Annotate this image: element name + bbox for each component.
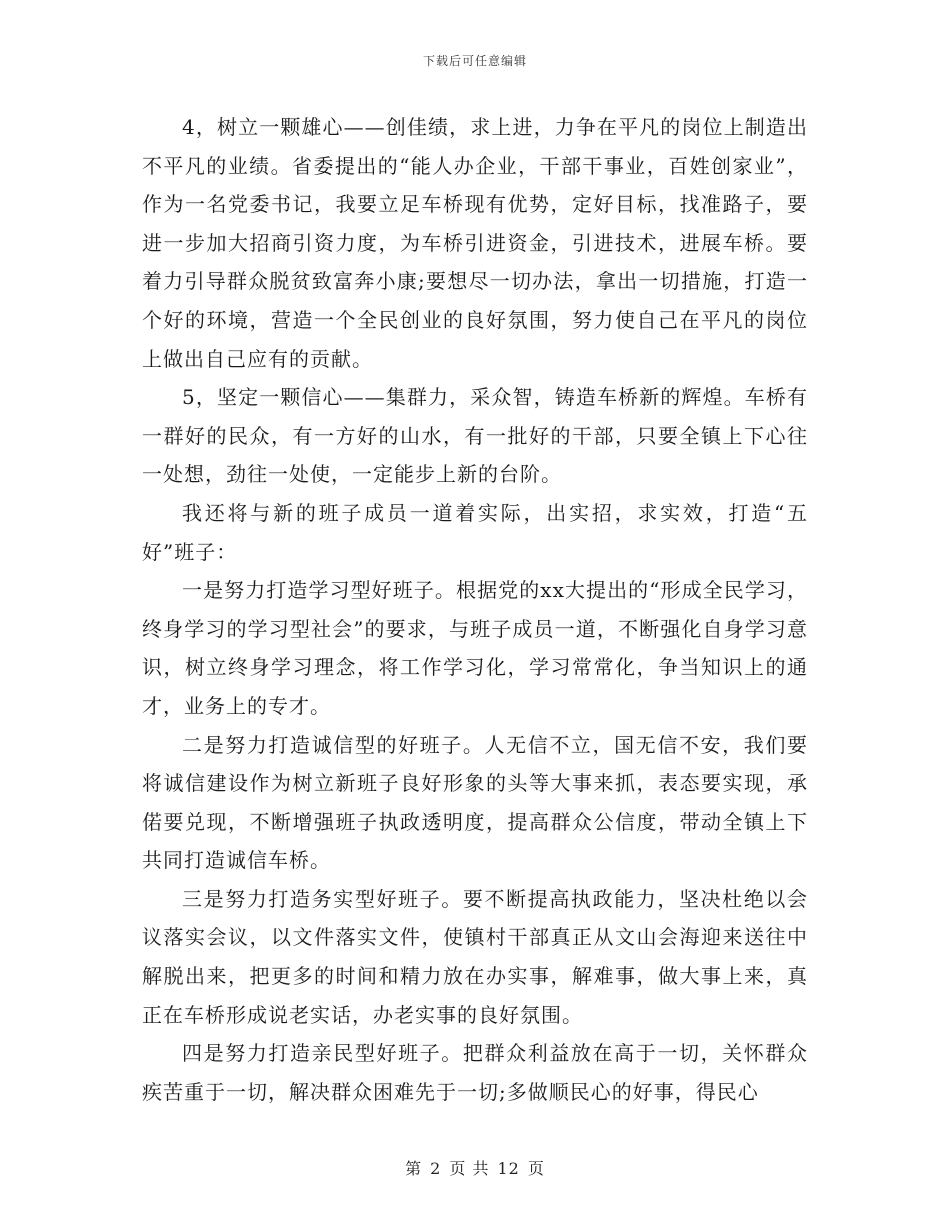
paragraph-3: 我还将与新的班子成员一道着实际，出实招，求实效，打造“五好”班子： xyxy=(142,500,808,564)
paragraph-4: 一是努力打造学习型好班子。根据党的xx大提出的“形成全民学习，终身学习的学习型社会”的要求，与班子成员一道，不断强化自身学习意识，树立终身学习理念，将工作学习化，学习常常化，争当知识上的通才，业务上的专才。 xyxy=(142,578,808,718)
footer-suffix: 页 xyxy=(527,1159,545,1178)
paragraph-7: 四是努力打造亲民型好班子。把群众利益放在高于一切，关怀群众疾苦重于一切，解决群众困难先于一切;多做顺民心的好事，得民心 xyxy=(142,1041,808,1104)
page-footer xyxy=(0,1156,950,1179)
footer-total-pages: 12 xyxy=(497,1159,520,1178)
paragraph-5: 二是努力打造诚信型的好班子。人无信不立，国无信不安，我们要将诚信建设作为树立新班子良好形象的头等大事来抓，表态要实现，承偌要兑现，不断增强班子执政透明度，提高群众公信度，带动全镇上下共同打造诚信车桥。 xyxy=(142,732,808,873)
footer-current-page: 2 xyxy=(430,1159,442,1178)
document-body xyxy=(142,108,808,1111)
footer-prefix: 第 xyxy=(405,1159,423,1178)
paragraph-1: 4，树立一颗雄心——创佳绩，求上进，力争在平凡的岗位上制造出不平凡的业绩。省委提出的“能人办企业，干部干事业，百姓创家业”，作为一名党委书记，我要立足车桥现有优势，定好目标，找准路子，要进一步加大招商引资力度，为车桥引进资金，引进技术，进展车桥。要着力引导群众脱贫致富奔小康;要想尽一切办法，拿出一切措施，打造一个好的环境，营造一个全民创业的良好氛围，努力使自己在平凡的岗位上做出自己应有的贡献。 xyxy=(142,115,808,371)
page-header: 下载后可任意编辑 xyxy=(422,54,527,68)
paragraph-2: 5，坚定一颗信心——集群力，采众智，铸造车桥新的辉煌。车桥有一群好的民众，有一方好的山水，有一批好的干部，只要全镇上下心往一处想，劲往一处使，一定能步上新的台阶。 xyxy=(142,385,808,487)
footer-middle: 页 共 xyxy=(449,1159,490,1178)
paragraph-6: 三是努力打造务实型好班子。要不断提高执政能力，坚决杜绝以会议落实会议，以文件落实文件，使镇村干部真正从文山会海迎来送往中解脱出来，把更多的时间和精力放在办实事，解难事，做大事上来，真正在车桥形成说老实话，办老实事的良好氛围。 xyxy=(142,886,808,1027)
